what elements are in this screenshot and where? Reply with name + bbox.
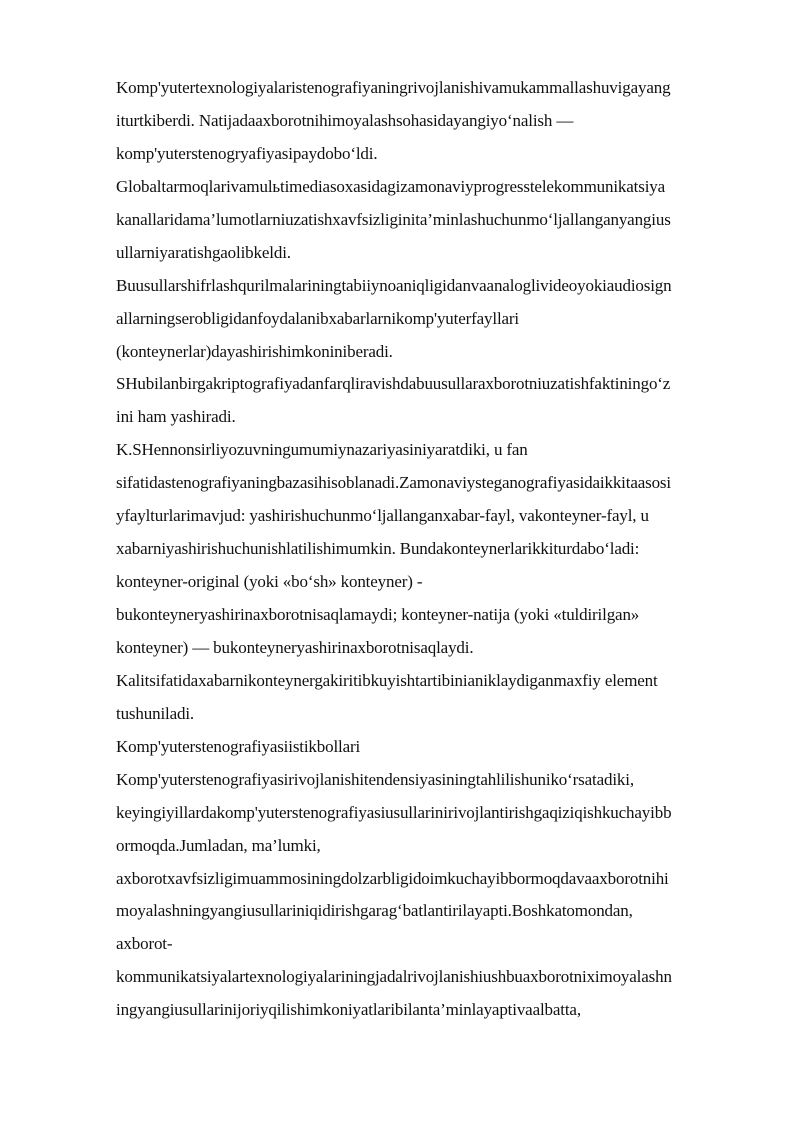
text-line: iturtkiberdi. Natijadaaxborotnihimoyalashsohasidayangiyo‘nalish — (116, 110, 574, 130)
text-line: keyingiyillardakomp'yuterstenografiyasiusullarinirivojlantirishgaqiziqishkuchayibb (116, 802, 672, 822)
text-line: bukonteyneryashirinaxborotnisaqlamaydi; konteyner-natija (yoki «tuldirilgan» (116, 605, 640, 624)
text-line: konteyner) — bukonteyneryashirinaxborotnisaqlaydi. (116, 637, 474, 657)
text-line: ini ham yashiradi. (116, 407, 236, 427)
text-line: tushuniladi. (116, 703, 195, 723)
text-line: ingyangiusullarinijoriyqilishimkoniyatlaribilanta’minlayaptivaalbatta, (116, 1000, 581, 1020)
text-line: axborot- (116, 934, 173, 954)
text-line: SHubilanbirgakriptografiyadanfarqliravishdabuusullaraxborotniuzatishfaktiningo‘z (116, 374, 671, 394)
text-line: (konteynerlar)dayashirishimkoniniberadi. (116, 341, 393, 361)
section-heading: Komp'yuterstenografiyasiistikbollari (116, 736, 361, 756)
text-line: konteyner-original (yoki «bo‘sh» konteyner) - (116, 572, 423, 592)
document-page (116, 72, 746, 1027)
text-line: ullarniyaratishgaolibkeldi. (116, 242, 291, 262)
text-line: Komp'yutertexnologiyalaristenografiyaningrivojlanishivamukammallashuvigayang (116, 78, 671, 97)
text-line: Komp'yuterstenografiyasirivojlanishitendensiyasiningtahlilishuniko‘rsatadiki, (116, 769, 634, 789)
text-line: K.SHennonsirliyozuvningumumiynazariyasiniyaratdiki, u fan (116, 440, 528, 460)
text-line: Kalitsifatidaxabarnikonteynergakiritibkuyishtartibinianiklaydiganmaxfiy element (116, 670, 658, 690)
text-line: sifatidastenografiyaningbazasihisoblanadi.Zamonaviysteganografiyasidaikkitaasosi (116, 473, 671, 493)
text-line: yfaylturlarimavjud: yashirishuchunmo‘ljallanganxabar-fayl, vakonteyner-fayl, u (116, 506, 649, 526)
text-line: kommunikatsiyalartexnologiyalariningjadalrivojlanishiushbuaxborotniximoyalashn (116, 967, 672, 987)
text-line: kanallaridama’lumotlarniuzatishxavfsizliginita’minlashuchunmo‘ljallanganyangius (116, 209, 671, 229)
text-line: Globaltarmoqlarivamulьtimediasoxasidagizamonaviyprogresstelekommunikatsiya (116, 176, 666, 196)
text-line: komp'yuterstenogryafiyasipaydobo‘ldi. (116, 143, 378, 163)
text-line: ormoqda.Jumladan, ma’lumki, (116, 835, 321, 855)
text-line: allarningserobligidanfoydalanibxabarlarnikomp'yuterfayllari (116, 308, 520, 328)
text-line: axborotxavfsizligimuammosiningdolzarbligidoimkuchayibbormoqdavaaxborotnihi (116, 868, 669, 888)
text-line: Buusullarshifrlashqurilmalariningtabiiynoaniqligidanvaanaloglivideoyokiaudiosign (116, 275, 672, 295)
text-line: xabarniyashirishuchunishlatilishimumkin. Bundakonteynerlarikkiturdabo‘ladi: (116, 539, 640, 559)
text-line: moyalashningyangiusullariniqidirishgarag‘batlantirilayapti.Boshkatomondan, (116, 901, 633, 921)
